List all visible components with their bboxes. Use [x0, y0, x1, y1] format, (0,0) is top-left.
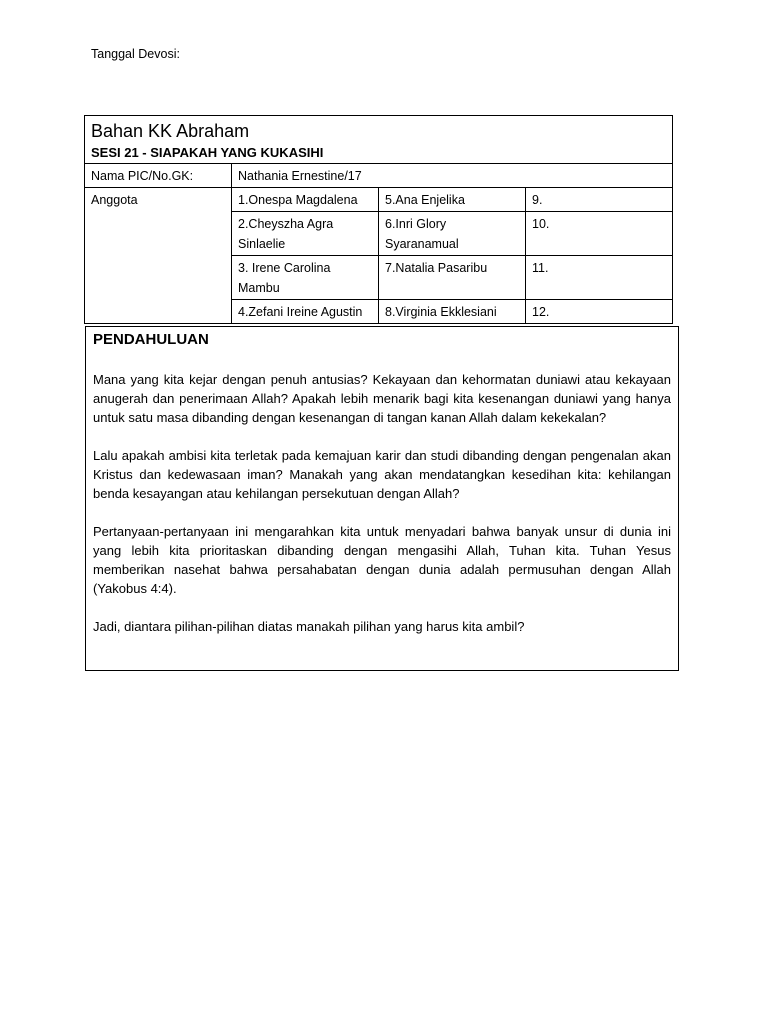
member-cell: 7.Natalia Pasaribu [379, 256, 526, 300]
introduction-heading: PENDAHULUAN [93, 331, 209, 348]
member-cell: 5.Ana Enjelika [379, 188, 526, 212]
pic-label: Nama PIC/No.GK: [85, 164, 232, 188]
member-cell: 6.Inri Glory Syaranamual [379, 212, 526, 256]
introduction-section [85, 326, 679, 671]
introduction-paragraph: Mana yang kita kejar dengan penuh antusias? Kekayaan dan kehormatan duniawi atau kekayaan anugerah dan penerimaan Allah? Apakah lebih menarik bagi kita kesenangan duniawi yang hanya untuk satu masa dibanding dengan kesenangan di tangan kanan Allah dalam kekekalan? [93, 372, 671, 425]
pic-value: Nathania Ernestine/17 [232, 164, 673, 188]
introduction-paragraph: Jadi, diantara pilihan-pilihan diatas manakah pilihan yang harus kita ambil? [93, 619, 525, 634]
document-title: Bahan KK Abraham [91, 121, 250, 141]
member-cell: 4.Zefani Ireine Agustin [232, 300, 379, 324]
member-row [85, 188, 673, 212]
pic-row [85, 164, 673, 188]
member-cell: 12. [526, 300, 673, 324]
devotion-date-label: Tanggal Devosi: [91, 47, 180, 61]
member-cell: 8.Virginia Ekklesiani [379, 300, 526, 324]
title-cell [85, 116, 673, 164]
member-cell: 10. [526, 212, 673, 256]
member-cell: 9. [526, 188, 673, 212]
member-cell: 2.Cheyszha Agra Sinlaelie [232, 212, 379, 256]
member-cell: 11. [526, 256, 673, 300]
member-cell: 1.Onespa Magdalena [232, 188, 379, 212]
members-label: Anggota [85, 188, 232, 324]
introduction-paragraph: Pertanyaan-pertanyaan ini mengarahkan kita untuk menyadari bahwa banyak unsur di dunia ini yang lebih kita prioritaskan dibanding dengan mengasihi Allah, Tuhan kita. Tuhan Yesus memberikan nasehat bahwa persahabatan dengan dunia adalah permusuhan dengan Allah (Yakobus 4:4). [93, 524, 671, 596]
introduction-paragraph: Lalu apakah ambisi kita terletak pada kemajuan karir dan studi dibanding dengan pengenalan akan Kristus dan kedewasaan iman? Manakah yang akan mendatangkan kesedihan kita: kehilangan benda kesayangan atau kehilangan persekutuan dengan Allah? [93, 448, 671, 501]
session-title: SESI 21 - SIAPAKAH YANG KUKASIHI [91, 145, 324, 160]
title-row [85, 116, 673, 164]
member-cell: 3. Irene Carolina Mambu [232, 256, 379, 300]
group-info-table [84, 115, 673, 324]
